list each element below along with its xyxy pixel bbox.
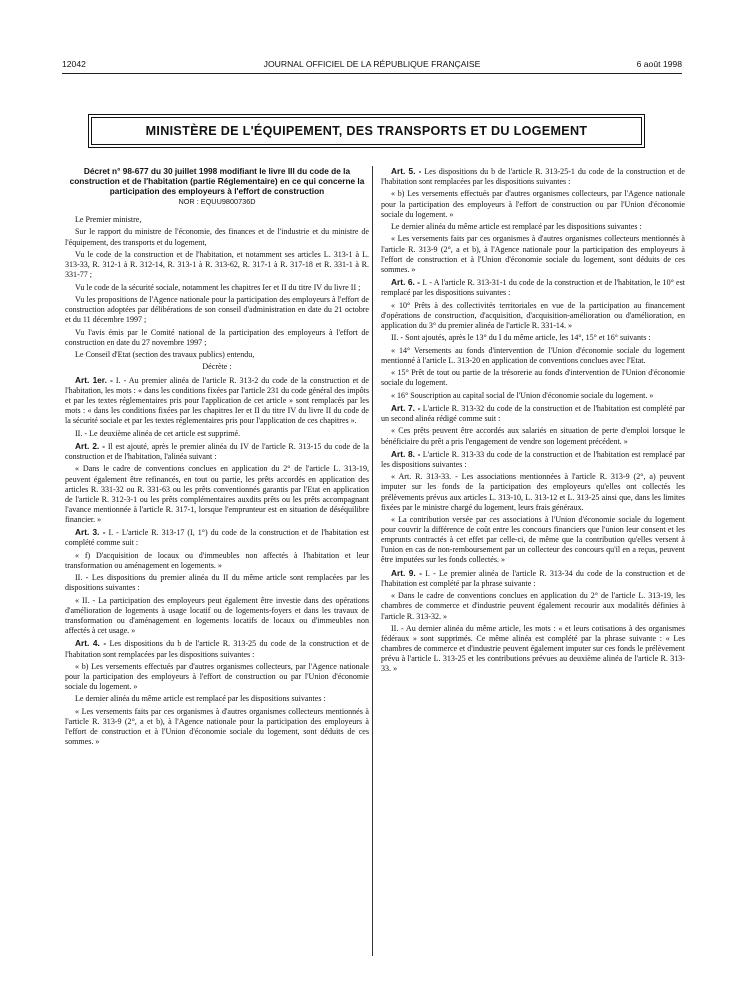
quoted-paragraph: « Les versements faits par ces organismes à d'autres organismes collecteurs mentionnés à l'article R. 313-9 (2°, a et b), à l'Agence nationale pour la participation des employeurs à l'effort de construction et à l'Union d'économie sociale du logement, sont déduits de ces sommes. » bbox=[381, 234, 685, 274]
article-7 bbox=[381, 403, 685, 424]
quoted-paragraph: « Les versements faits par ces organismes à d'autres organismes collecteurs mentionnés à l'article R. 313-9 (2°, a et b), à l'Agence nationale pour la participation des employeurs à l'effort de construction et à l'Union d'économie sociale du logement, sont déduits de ces sommes. » bbox=[65, 706, 369, 747]
article-text: I. - Au premier alinéa de l'article R. 313-2 du code de la construction et de l'habitation, les mots : « dans les conditions fixées par l'article 231 du code général des impôts et par les textes réglementaires pris pour l'application de cet article » sont remplacés par les mots : « dans les conditions fixées par les chapitres Ier et II du titre IV du livre II du code de la sécurité sociale et par les textes réglementaires pris pour l'application de ces chapitres ». bbox=[65, 375, 369, 426]
right-column bbox=[381, 166, 685, 677]
article-text: L'article R. 313-32 du code de la construction et de l'habitation est complété par un second alinéa rédigé comme suit : bbox=[381, 403, 685, 424]
quoted-paragraph: « Ces prêts peuvent être accordés aux salariés en situation de perte d'emploi lorsque le bénéficiaire du prêt a pris l'engagement de vendre son logement précédent. » bbox=[381, 426, 685, 446]
quoted-paragraph: « La contribution versée par ces associations à l'Union d'économie sociale du logement pour couvrir la différence de coût entre les concours financiers que l'union leur consent et les emprunts contractés à cet effet par celle-ci, de même que la contribution qu'elles versent à l'union en cas de non-remboursement par un collecteur des concours qu'il en a reçus, peuvent être imputées sur les fonds collectés. » bbox=[381, 515, 685, 565]
paragraph: II. - Sont ajoutés, après le 13° du I du même article, les 14°, 15° et 16° suivants : bbox=[391, 333, 651, 343]
ministry-banner bbox=[91, 117, 642, 145]
article-label: Art. 8. - bbox=[391, 448, 421, 459]
page-header bbox=[62, 59, 682, 73]
article-label: Art. 5. - bbox=[391, 166, 422, 176]
paragraph: Le dernier alinéa du même article est remplacé par les dispositions suivantes : bbox=[75, 694, 326, 704]
paragraph: II. - Le deuxième alinéa de cet article est supprimé. bbox=[75, 428, 241, 438]
article-label: Art. 4. - bbox=[75, 638, 107, 649]
quoted-paragraph: « 16° Souscription au capital social de l'Union d'économie sociale du logement. » bbox=[391, 390, 654, 400]
article-text: Il est ajouté, après le premier alinéa du IV de l'article R. 313-15 du code de la construction et de l'habitation, l'alinéa suivant : bbox=[65, 441, 369, 462]
article-1 bbox=[65, 375, 369, 426]
column-divider bbox=[372, 166, 373, 956]
article-6 bbox=[381, 277, 685, 298]
article-text: L'article R. 313-33 du code de la construction et de l'habitation est remplacé par les dispositions suivantes : bbox=[381, 449, 685, 469]
paragraph: Vu l'avis émis par le Comité national de la participation des employeurs à l'effort de construction en date du 27 novembre 1997 ; bbox=[65, 327, 369, 347]
page-number: 12042 bbox=[62, 59, 86, 69]
quoted-paragraph: « 10° Prêts à des collectivités territoriales en vue de la participation au financement d'opérations de construction, d'acquisition, d'acquisition-amélioration ou d'amélioration, en application du 3° du premier alinéa de l'article R. 331-14. » bbox=[381, 300, 685, 330]
article-label: Art. 6. - bbox=[391, 277, 421, 288]
article-label: Art. 9. - bbox=[391, 567, 422, 578]
article-8 bbox=[381, 449, 685, 470]
quoted-paragraph: « Dans le cadre de conventions conclues en application du 2° de l'article L. 313-19, peuvent également être refinancés, en tout ou partie, les prêts accordés en application des articles R. 331-32 ou R. 331-63 ou les prêts conventionnés garantis par l'Etat en application de l'article R. 312-3-1 ou les prêts complémentaires auxdits prêts ou les prêts accompagnant l'avance mentionnée à l'article R. 317-1, lorsque l'emprunteur est en situation de déséquilibre financier. » bbox=[65, 464, 369, 524]
paragraph: Le Premier ministre, bbox=[75, 215, 142, 225]
decree-title: Décret n° 98-677 du 30 juillet 1998 modifiant le livre III du code de la construction et de l'habitation (partie Réglementaire) en ce qui concerne la participation des employeurs à l'effort de construction bbox=[69, 166, 365, 196]
quoted-paragraph: « f) D'acquisition de locaux ou d'immeubles non affectés à l'habitation et leur transformation ou aménagement en logements. » bbox=[65, 550, 369, 570]
issue-date: 6 août 1998 bbox=[636, 59, 682, 69]
article-label: Art. 3. - bbox=[75, 527, 106, 538]
paragraph: Sur le rapport du ministre de l'économie, des finances et de l'industrie et du ministre de l'équipement, des transports et du logement, bbox=[65, 227, 369, 247]
quoted-paragraph: « 14° Versements au fonds d'intervention de l'Union d'économie sociale du logement mentionné à l'article L. 313-20 en application de conventions conclues avec l'Etat. bbox=[381, 345, 685, 365]
quoted-paragraph: « Art. R. 313-33. - Les associations mentionnées à l'article R. 313-9 (2°, a) peuvent imputer sur les fonds de la participation des employeurs qu'elles ont collectés les prélèvements prévus aux articles L. 313-10, L. 313-12 et L. 313-25 ainsi que, dans les limites fixées par le ministre chargé du logement, leurs frais généraux. bbox=[381, 472, 685, 512]
article-2 bbox=[65, 441, 369, 462]
paragraph: II. - Au dernier alinéa du même article, les mots : « et leurs cotisations à des organismes fédéraux » sont supprimés. Ce même alinéa est complété par la phrase suivante : « Les chambres de commerce et d'industrie peuvent également imputer sur ces fonds le prélèvement prévu à l'article L. 313-25 et les contributions prévues au deuxième alinéa de l'article R. 313-33. » bbox=[381, 623, 685, 674]
quoted-paragraph: « Dans le cadre de conventions conclues en application du 2° de l'article L. 313-19, les chambres de commerce et d'industrie peuvent également recourir aux modalités définies à l'article R. 313-32. » bbox=[381, 591, 685, 621]
paragraph: Le Conseil d'Etat (section des travaux publics) entendu, bbox=[75, 350, 255, 359]
left-column bbox=[65, 166, 369, 750]
paragraph: Vu le code de la construction et de l'habitation, et notamment ses articles L. 313-1 à L. 313-33, R. 312-1 à R. 312-14, R. 313-1 à R. 313-62, R. 317-1 à R. 317-18 et R. 331-1 à R. 331-77 ; bbox=[65, 249, 369, 280]
article-text: I. - Le premier alinéa de l'article R. 313-34 du code de la construction et de l'habitation est complété par la phrase suivante : bbox=[381, 568, 685, 588]
quoted-paragraph: « b) Les versements effectués par d'autres organismes collecteurs, par l'Agence nationale pour la participation des employeurs à l'effort de construction ou par l'Union d'économie sociale du logement. » bbox=[65, 661, 369, 692]
decrete-heading: Décrète : bbox=[202, 362, 232, 372]
article-label: Art. 2. - bbox=[75, 440, 106, 451]
paragraph: Vu les propositions de l'Agence nationale pour la participation des employeurs à l'effort de construction adoptées par délibérations de son conseil d'administration en date du 21 octobre et du 11 décembre 1997 ; bbox=[65, 294, 369, 325]
ministry-title: MINISTÈRE DE L'ÉQUIPEMENT, DES TRANSPORTS ET DU LOGEMENT bbox=[145, 124, 588, 138]
paragraph: II. - Les dispositions du premier alinéa du II du même article sont remplacées par les dispositions suivantes : bbox=[65, 573, 369, 593]
paragraph: Le dernier alinéa du même article est remplacé par les dispositions suivantes : bbox=[391, 222, 642, 232]
article-text: Les dispositions du b de l'article R. 313-25 du code de la construction et de l'habitation sont remplacées par les dispositions suivantes : bbox=[65, 639, 369, 659]
article-9 bbox=[381, 568, 685, 589]
article-3 bbox=[65, 527, 369, 548]
quoted-paragraph: « II. - La participation des employeurs peut également être investie dans des opérations d'amélioration de logements à usage locatif ou de logements-foyers et dans les travaux de transformation ou d'aménagement en logements locatifs de locaux ou d'immeubles non affectés à cet usage. » bbox=[65, 595, 369, 636]
quoted-paragraph: « 15° Prêt de tout ou partie de la trésorerie au fonds d'intervention de l'Union d'économie sociale du logement. bbox=[381, 368, 685, 388]
quoted-paragraph: « b) Les versements effectués par d'autres organismes collecteurs, par l'Agence nationale pour la participation des employeurs à l'effort de construction ou par l'Union d'économie sociale du logement. » bbox=[381, 189, 685, 219]
journal-title: JOURNAL OFFICIEL DE LA RÉPUBLIQUE FRANÇAISE bbox=[263, 59, 481, 69]
article-label: Art. 1er. - bbox=[75, 374, 113, 385]
paragraph: Vu le code de la sécurité sociale, notamment les chapitres Ier et II du titre IV du livre II ; bbox=[75, 282, 361, 292]
article-4 bbox=[65, 638, 369, 659]
article-label: Art. 7. - bbox=[391, 402, 421, 413]
article-5 bbox=[381, 166, 685, 187]
article-text: I. - A l'article R. 313-31-1 du code de la construction et de l'habitation, le 10° est remplacé par les dispositions suivantes : bbox=[381, 278, 685, 298]
article-text: I. - L'article R. 313-17 (I, 1°) du code de la construction et de l'habitation est complété comme suit : bbox=[65, 528, 370, 548]
nor-reference: NOR : EQUU9800736D bbox=[178, 197, 256, 206]
header-rule bbox=[62, 73, 682, 74]
article-text: Les dispositions du b de l'article R. 313-25-1 du code de la construction et de l'habitation sont remplacées par les dispositions suivantes : bbox=[381, 167, 686, 187]
